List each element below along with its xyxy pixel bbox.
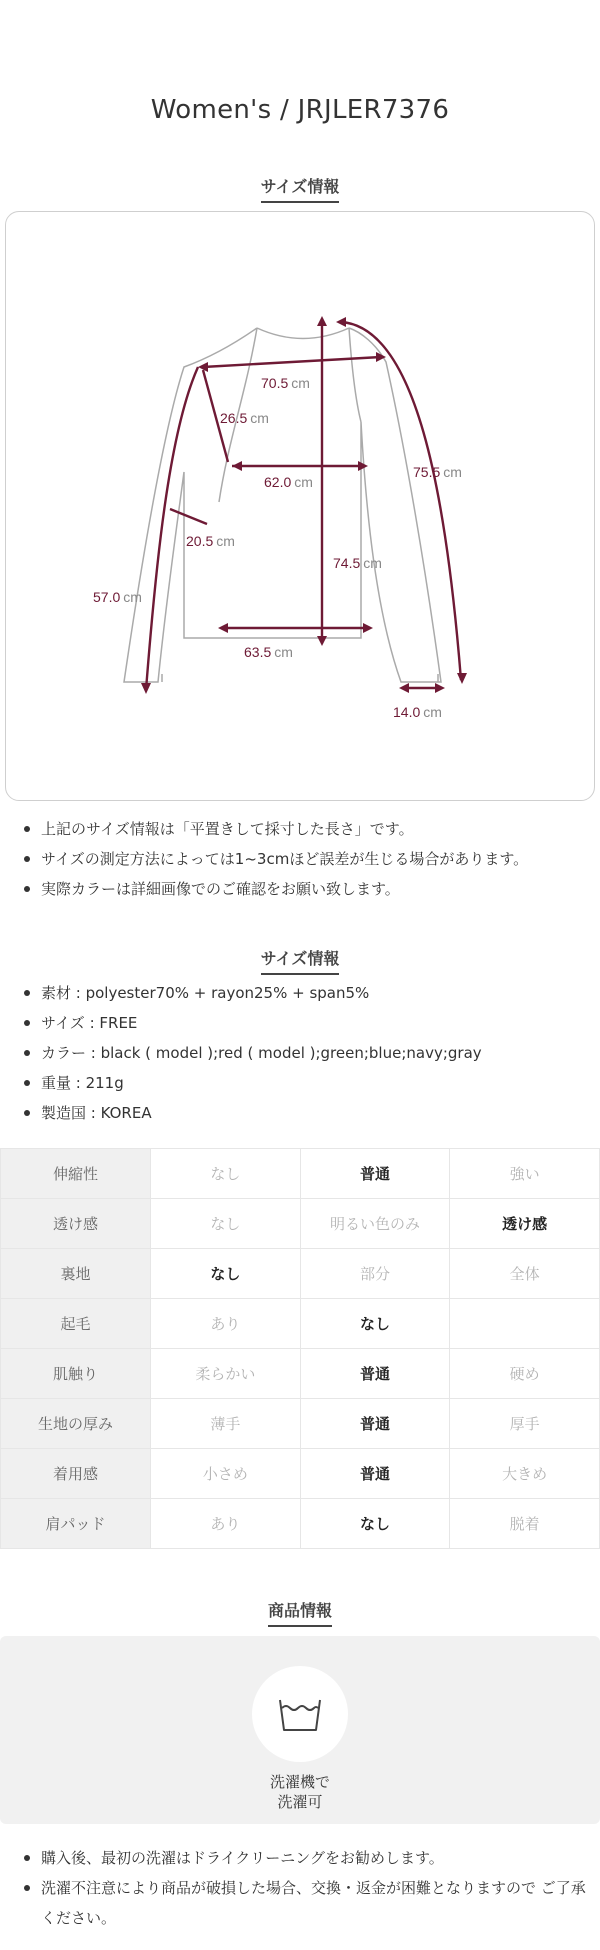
table-row (1, 1299, 600, 1349)
inner-sleeve-label: 57.0 cm (93, 589, 142, 605)
table-row (1, 1199, 600, 1249)
attribute-label: 透け感 (1, 1199, 151, 1249)
size-info-heading (0, 174, 600, 203)
outer-sleeve-arrow (457, 673, 467, 684)
list-item: サイズ : FREE (20, 1008, 590, 1038)
attribute-option: 薄手 (151, 1399, 301, 1449)
attribute-option-selected: 普通 (300, 1399, 450, 1449)
garment-diagram (6, 212, 596, 802)
product-title: Women's / JRJLER7376 (150, 95, 450, 125)
neckline (257, 328, 349, 339)
attribute-option: 柔らかい (151, 1349, 301, 1399)
care-label: 洗濯機で 洗濯可 (269, 1773, 330, 1811)
attribute-option-selected: 普通 (300, 1349, 450, 1399)
attribute-label: 肩パッド (1, 1499, 151, 1549)
attribute-option-selected: 透け感 (450, 1199, 600, 1249)
attribute-option: 硬め (450, 1349, 600, 1399)
list-item: カラー : black ( model );red ( model );green;blue;navy;gray (20, 1038, 590, 1068)
attribute-label: 肌触り (1, 1349, 151, 1399)
washing-machine-icon (252, 1666, 348, 1762)
table-row (1, 1499, 600, 1549)
cuff-label: 14.0 cm (393, 704, 442, 720)
care-instructions-box (0, 1636, 600, 1824)
attribute-option: 明るい色のみ (300, 1199, 450, 1249)
chest-arrow-left (232, 461, 242, 471)
list-item: 上記のサイズ情報は「平置きして採寸した長さ」です。 (20, 814, 590, 844)
attribute-option: あり (151, 1499, 301, 1549)
attribute-label: 裏地 (1, 1249, 151, 1299)
size-notes-list (20, 814, 590, 904)
attribute-option: 全体 (450, 1249, 600, 1299)
cuff-lines (162, 674, 438, 682)
spec-heading (0, 946, 600, 975)
sleeve-width-label: 20.5 cm (186, 533, 235, 549)
attribute-label: 伸縮性 (1, 1149, 151, 1199)
attribute-option: 脱着 (450, 1499, 600, 1549)
product-info-heading (0, 1598, 600, 1627)
attribute-option: 部分 (300, 1249, 450, 1299)
attribute-option: あり (151, 1299, 301, 1349)
hem-label: 63.5 cm (244, 644, 293, 660)
cuff-arrow-right (435, 683, 445, 693)
attribute-option-selected: 普通 (300, 1449, 450, 1499)
table-row (1, 1349, 600, 1399)
product-info-heading-text: 商品情報 (268, 1598, 332, 1627)
sleeve-width-line (170, 509, 207, 524)
fabric-attributes-body (1, 1149, 600, 1549)
product-notes-list (20, 1843, 590, 1933)
raglan-seam-right (349, 328, 361, 422)
attribute-option: 厚手 (450, 1399, 600, 1449)
outer-sleeve-arrow-top (336, 317, 346, 327)
attribute-label: 生地の厚み (1, 1399, 151, 1449)
list-item: 重量 : 211g (20, 1068, 590, 1098)
attribute-option-selected: なし (300, 1499, 450, 1549)
list-item: 実際カラーは詳細画像でのご確認をお願い致します。 (20, 874, 590, 904)
cuff-arrow-left (399, 683, 409, 693)
attribute-option: 大きめ (450, 1449, 600, 1499)
attribute-option: 小さめ (151, 1449, 301, 1499)
inner-sleeve-arrow (141, 683, 151, 694)
attribute-option: なし (151, 1199, 301, 1249)
list-item: サイズの測定方法によっては1~3cmほど誤差が生じる場合があります。 (20, 844, 590, 874)
table-row (1, 1149, 600, 1199)
care-icon-circle (252, 1666, 348, 1762)
size-diagram (5, 211, 595, 801)
spec-heading-text: サイズ情報 (261, 946, 340, 975)
attribute-option-selected: なし (300, 1299, 450, 1349)
size-info-heading-text: サイズ情報 (261, 174, 340, 203)
attribute-option-selected: なし (151, 1249, 301, 1299)
table-row (1, 1399, 600, 1449)
shoulder-line (203, 357, 381, 367)
outer-sleeve-label: 75.5 cm (413, 464, 462, 480)
hem-arrow-left (218, 623, 228, 633)
attribute-option-selected: 普通 (300, 1149, 450, 1199)
table-row (1, 1249, 600, 1299)
fabric-attributes-table (0, 1148, 600, 1549)
attribute-label: 起毛 (1, 1299, 151, 1349)
attribute-option: 強い (450, 1149, 600, 1199)
list-item: 洗濯不注意により商品が破損した場合、交換・返金が困難となりますので ご了承ください。 (20, 1873, 590, 1933)
outer-sleeve-line (341, 322, 461, 680)
table-row (1, 1449, 600, 1499)
inner-sleeve-line (146, 367, 198, 690)
list-item: 素材 : polyester70% + rayon25% + span5% (20, 978, 590, 1008)
chest-label: 62.0 cm (264, 474, 313, 490)
length-label: 74.5 cm (333, 555, 382, 571)
armhole-label: 26.5 cm (220, 410, 269, 426)
attribute-label: 着用感 (1, 1449, 151, 1499)
attribute-option: なし (151, 1149, 301, 1199)
length-arrow-top (317, 316, 327, 326)
list-item: 購入後、最初の洗濯はドライクリーニングをお勧めします。 (20, 1843, 590, 1873)
spec-list (20, 978, 590, 1128)
hem-arrow-right (363, 623, 373, 633)
list-item: 製造国 : KOREA (20, 1098, 590, 1128)
attribute-option (450, 1299, 600, 1349)
length-arrow-bottom (317, 636, 327, 646)
shoulder-label: 70.5 cm (261, 375, 310, 391)
